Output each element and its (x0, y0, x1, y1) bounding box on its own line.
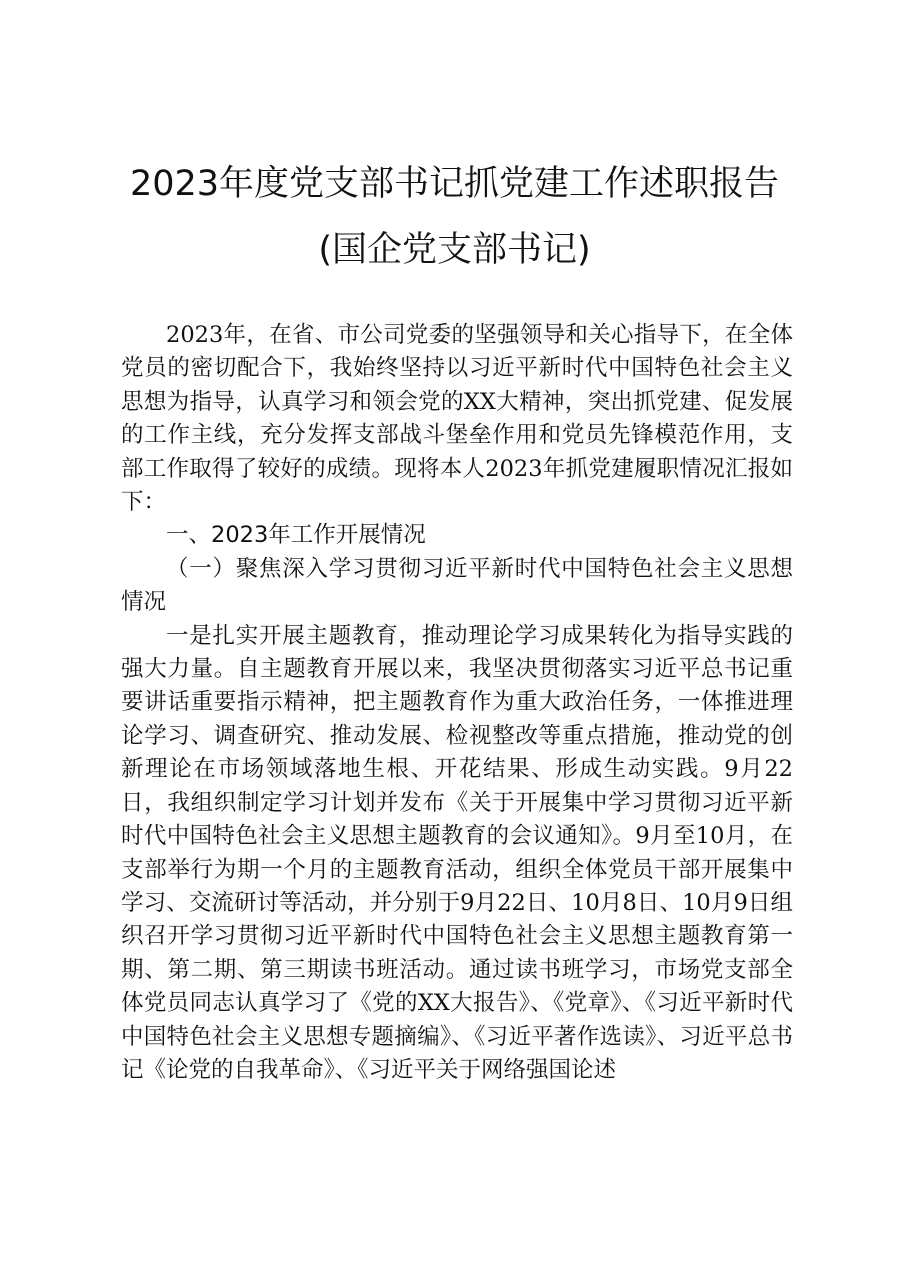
section-heading: 一、2023年工作开展情况 (166, 522, 426, 549)
subsection-heading: （一）聚焦深入学习贯彻习近平新时代中国特色社会主义思想情况 (121, 555, 793, 616)
body-paragraph: 一是扎实开展主题教育，推动理论学习成果转化为指导实践的强大力量。自主题教育开展以来，我坚决贯彻落实习近平总书记重要讲话重要指示精神，把主题教育作为重大政治任务，一体推进理论学习、调查研究、推动发展、检视整改等重点措施，推动党的创新理论在市场领域落地生根、开花结果、形成生动实践。9月22日，我组织制定学习计划并发布《关于开展集中学习贯彻习近平新时代中国特色社会主义思想主题教育的会议通知》。9月至10月，在支部举行为期一个月的主题教育活动，组织全体党员干部开展集中学习、交流研讨等活动，并分别于9月22日、10月8日、10月9日组织召开学习贯彻习近平新时代中国特色社会主义思想主题教育第一期、第二期、第三期读书班活动。通过读书班学习，市场党支部全体党员同志认真学习了《党的XX大报告》、《党章》、《习近平新时代中国特色社会主义思想专题摘编》、《习近平著作选读》、习近平总书记《论党的自我革命》、《习近平关于网络强国论述 (121, 622, 793, 1083)
document-title: 2023年度党支部书记抓党建工作述职报告 (129, 164, 780, 204)
document-body (121, 319, 793, 1087)
intro-paragraph: 2023年，在省、市公司党委的坚强领导和关心指导下，在全体党员的密切配合下，我始终坚持以习近平新时代中国特色社会主义思想为指导，认真学习和领会党的XX大精神，突出抓党建、促发展的工作主线，充分发挥支部战斗堡垒作用和党员先锋模范作用，支部工作取得了较好的成绩。现将本人2023年抓党建履职情况汇报如下： (121, 322, 793, 516)
document-subtitle: (国企党支部书记) (318, 230, 591, 270)
